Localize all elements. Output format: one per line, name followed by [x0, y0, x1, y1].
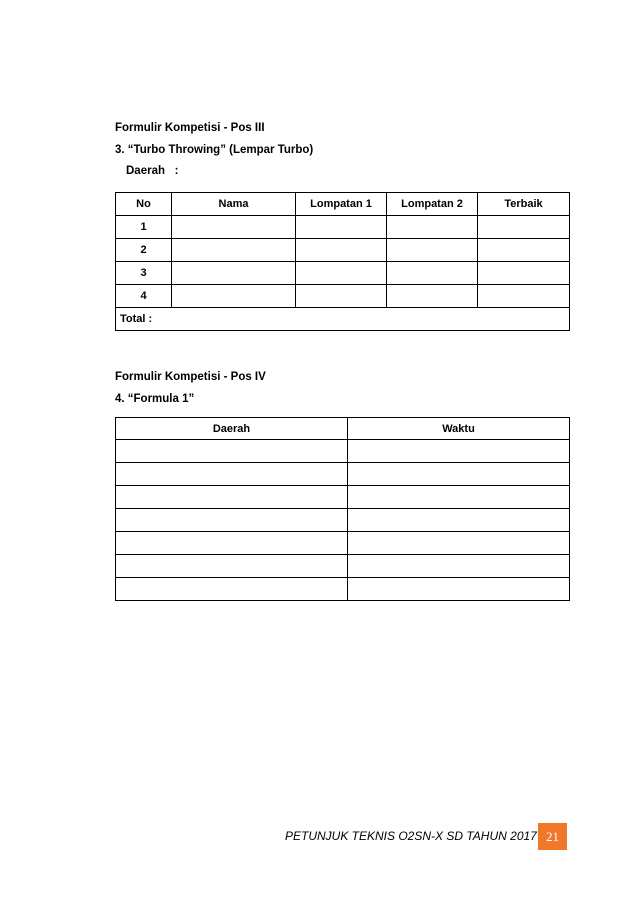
table-row: [116, 440, 570, 463]
section2-subtitle: 4. “Formula 1”: [115, 393, 195, 405]
lompatan2-cell[interactable]: [387, 262, 478, 285]
table-row: [116, 486, 570, 509]
terbaik-cell[interactable]: [478, 285, 570, 308]
daerah-cell[interactable]: [116, 463, 348, 486]
terbaik-cell[interactable]: [478, 239, 570, 262]
table-header-row: [116, 193, 570, 216]
table-header-row: [116, 418, 570, 440]
total-label[interactable]: Total :: [116, 308, 570, 331]
header-waktu: Waktu: [348, 418, 570, 440]
daerah-cell[interactable]: [116, 555, 348, 578]
header-no: No: [116, 193, 172, 216]
table-row: [116, 509, 570, 532]
name-cell[interactable]: [172, 285, 296, 308]
daerah-cell[interactable]: [116, 532, 348, 555]
row-number: 4: [116, 285, 172, 308]
table-row: [116, 216, 570, 239]
header-terbaik: Terbaik: [478, 193, 570, 216]
table-row: [116, 262, 570, 285]
header-lompatan2: Lompatan 2: [387, 193, 478, 216]
section1-subtitle: 3. “Turbo Throwing” (Lempar Turbo): [115, 144, 314, 156]
waktu-cell[interactable]: [348, 578, 570, 601]
section1-title: Formulir Kompetisi - Pos III: [115, 122, 265, 134]
header-daerah: Daerah: [116, 418, 348, 440]
waktu-cell[interactable]: [348, 440, 570, 463]
lompatan2-cell[interactable]: [387, 216, 478, 239]
table-row: [116, 578, 570, 601]
region-label: Daerah :: [126, 165, 179, 177]
lompatan1-cell[interactable]: [296, 262, 387, 285]
waktu-cell[interactable]: [348, 463, 570, 486]
footer-text: PETUNJUK TEKNIS O2SN-X SD TAHUN 2017: [285, 829, 537, 843]
page-number-badge: 21: [538, 823, 567, 850]
lompatan2-cell[interactable]: [387, 239, 478, 262]
table-row: [116, 532, 570, 555]
waktu-cell[interactable]: [348, 555, 570, 578]
daerah-cell[interactable]: [116, 578, 348, 601]
lompatan1-cell[interactable]: [296, 285, 387, 308]
pos3-score-table: [115, 192, 570, 331]
lompatan1-cell[interactable]: [296, 239, 387, 262]
pos4-time-table: [115, 417, 570, 601]
daerah-cell[interactable]: [116, 440, 348, 463]
header-lompatan1: Lompatan 1: [296, 193, 387, 216]
section2-title: Formulir Kompetisi - Pos IV: [115, 371, 266, 383]
lompatan1-cell[interactable]: [296, 216, 387, 239]
name-cell[interactable]: [172, 239, 296, 262]
name-cell[interactable]: [172, 216, 296, 239]
row-number: 2: [116, 239, 172, 262]
waktu-cell[interactable]: [348, 509, 570, 532]
row-number: 1: [116, 216, 172, 239]
waktu-cell[interactable]: [348, 532, 570, 555]
waktu-cell[interactable]: [348, 486, 570, 509]
table-row: [116, 463, 570, 486]
terbaik-cell[interactable]: [478, 216, 570, 239]
row-number: 3: [116, 262, 172, 285]
daerah-cell[interactable]: [116, 509, 348, 532]
total-row: [116, 308, 570, 331]
lompatan2-cell[interactable]: [387, 285, 478, 308]
terbaik-cell[interactable]: [478, 262, 570, 285]
table-row: [116, 555, 570, 578]
table-row: [116, 239, 570, 262]
table-row: [116, 285, 570, 308]
name-cell[interactable]: [172, 262, 296, 285]
header-nama: Nama: [172, 193, 296, 216]
daerah-cell[interactable]: [116, 486, 348, 509]
